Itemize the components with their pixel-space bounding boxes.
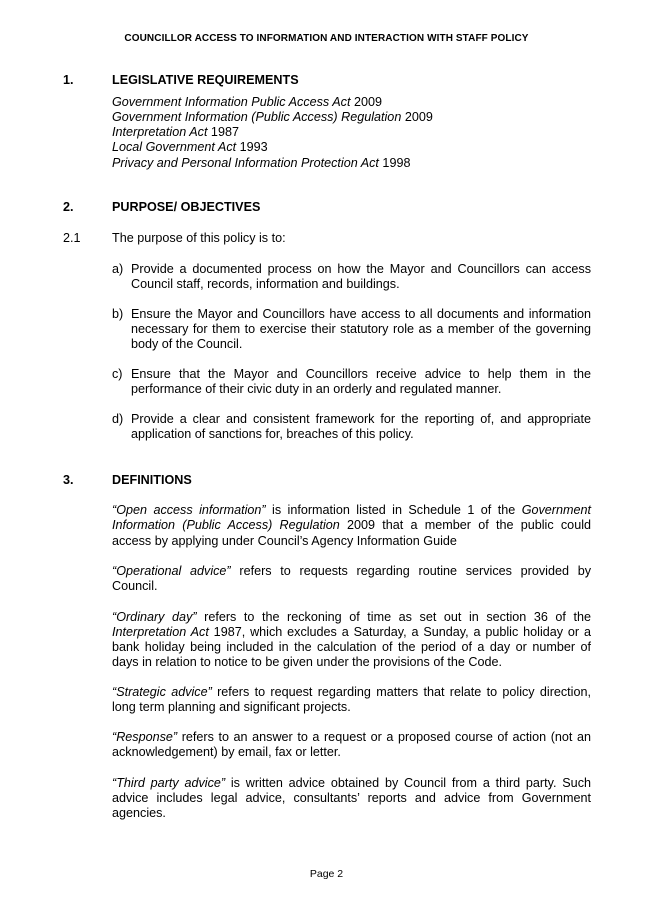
- act-item: Government Information (Public Access) Regulation 2009: [112, 109, 433, 124]
- list-item-text: Ensure that the Mayor and Councillors receive advice to help them in the performance of their civic duty in an orderly and regulated manner.: [131, 366, 591, 396]
- section-title: LEGISLATIVE REQUIREMENTS: [112, 73, 299, 87]
- clause-text: The purpose of this policy is to:: [112, 231, 286, 245]
- definition-term: “Ordinary day”: [112, 609, 197, 624]
- list-item-text: Provide a clear and consistent framework for the reporting of, and appropriate application of sanctions for, breaches of this policy.: [131, 412, 591, 442]
- list-item-text: Ensure the Mayor and Councillors have access to all documents and information necessary for them to exercise their statutory role as a member of the governing body of the Council.: [131, 306, 591, 352]
- definition-term: “Response”: [112, 730, 178, 744]
- definition-response: “Response” refers to an answer to a request or a proposed course of action (not an acknowledgement) by email, fax or letter.: [112, 730, 591, 760]
- clause-number: 2.1: [63, 231, 81, 245]
- section-title: DEFINITIONS: [112, 473, 192, 487]
- act-item: Interpretation Act 1987: [112, 125, 239, 140]
- list-item-label: b): [112, 306, 124, 321]
- definition-open-access: “Open access information” is information listed in Schedule 1 of the Government Information (Public Access) Regulation 2009 that a member of the public could access by applying under Council’s Agency Information Guide: [112, 503, 591, 548]
- definition-third-party-advice: “Third party advice” is written advice obtained by Council from a third party. Such advice includes legal advice, consultants’ reports and advice from Government agencies.: [112, 775, 591, 821]
- definition-operational-advice: “Operational advice” refers to requests regarding routine services provided by Council.: [112, 564, 591, 594]
- page-header: COUNCILLOR ACCESS TO INFORMATION AND INTERACTION WITH STAFF POLICY: [124, 33, 529, 44]
- act-item: Local Government Act 1993: [112, 140, 268, 155]
- list-item-label: c): [112, 366, 123, 381]
- section-number: 2.: [63, 200, 74, 214]
- page-number: Page 2: [309, 868, 344, 880]
- section-title: PURPOSE/ OBJECTIVES: [112, 200, 261, 214]
- definition-term: “Strategic advice”: [112, 685, 212, 699]
- list-item-label: d): [112, 412, 124, 426]
- section-number: 3.: [63, 473, 74, 487]
- definition-strategic-advice: “Strategic advice” refers to request regarding matters that relate to policy direction, long term planning and significant projects.: [112, 685, 591, 715]
- legislation-list: [112, 95, 591, 171]
- act-item: Government Information Public Access Act 2009: [112, 94, 382, 109]
- definition-term: “Open access information”: [112, 503, 266, 517]
- definition-ordinary-day: “Ordinary day” refers to the reckoning of time as set out in section 36 of the Interpretation Act 1987, which excludes a Saturday, a Sunday, a public holiday or a bank holiday being included in the calculation of the period of a day or number of days in relation to notice to be given under the provisions of the Code.: [112, 609, 592, 670]
- definition-term: “Operational advice”: [112, 564, 231, 578]
- section-number: 1.: [63, 73, 74, 87]
- list-item-text: Provide a documented process on how the Mayor and Councillors can access Council staff, records, information and buildings.: [131, 261, 591, 291]
- act-item: Privacy and Personal Information Protection Act 1998: [112, 155, 411, 170]
- list-item-label: a): [112, 261, 124, 276]
- definition-term: “Third party advice”: [112, 775, 226, 790]
